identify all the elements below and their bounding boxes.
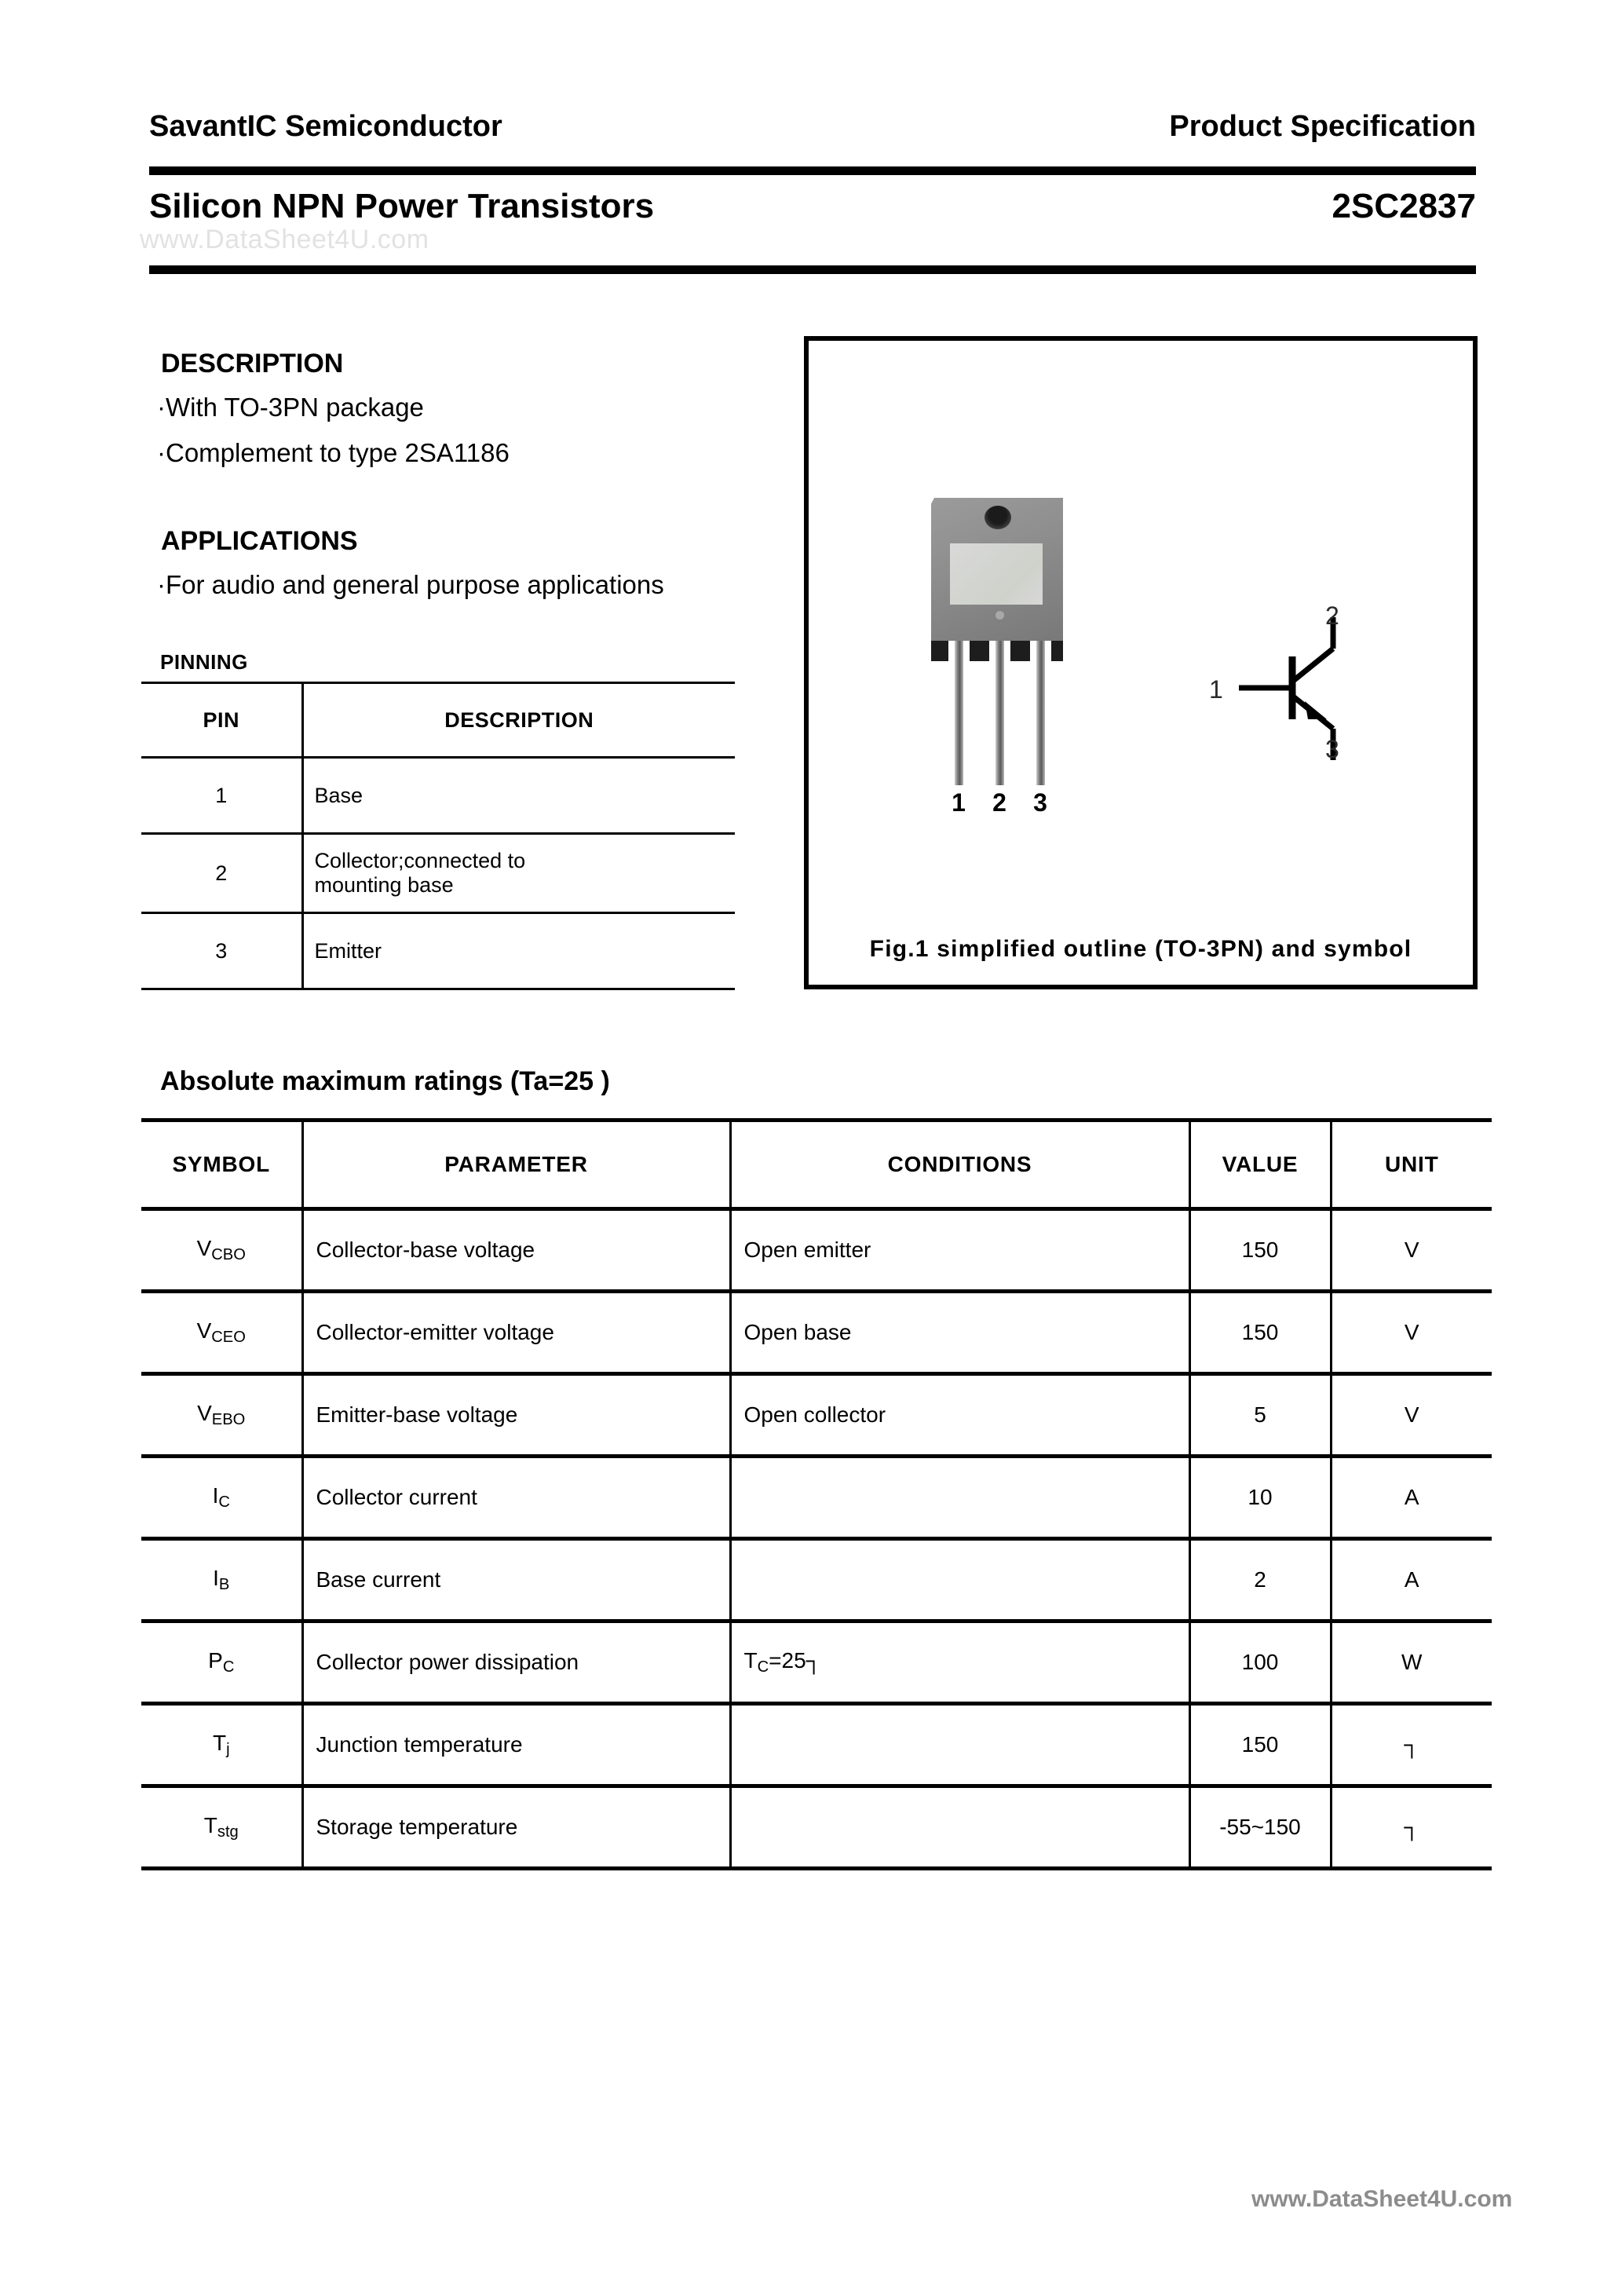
ratings-conditions [730,1786,1189,1869]
ratings-conditions: Open collector [730,1374,1189,1457]
part-number-label: 2SC2837 [1332,187,1476,225]
ratings-symbol-main: I [213,1565,219,1590]
package-mounting-hole [985,506,1011,529]
pinning-pin-2: 2 [141,834,302,913]
ratings-symbol-subscript: EBO [211,1411,246,1429]
ratings-col-unit: UNIT [1331,1121,1492,1209]
ratings-parameter: Collector-emitter voltage [302,1292,730,1374]
ratings-value: 5 [1189,1374,1331,1457]
ratings-symbol [141,1704,302,1786]
ratings-conditions-main: T [743,1647,758,1673]
pinning-label: PINNING [160,650,248,674]
ratings-header-row [141,1121,1492,1209]
ratings-body [141,1209,1492,1869]
ratings-symbol-main: V [197,1400,212,1425]
ratings-value: 2 [1189,1539,1331,1621]
pinning-table [141,682,735,990]
table-row [141,1621,1492,1704]
package-pin-number-3: 3 [1033,788,1047,817]
package-notch-left [920,515,930,526]
ratings-symbol [141,1786,302,1869]
npn-symbol-svg [1207,600,1388,781]
ratings-parameter: Collector power dissipation [302,1621,730,1704]
ratings-value: 10 [1189,1457,1331,1539]
table-row [141,1457,1492,1539]
package-lead-1 [955,641,963,785]
header-rule-top [149,166,1476,175]
ratings-parameter: Junction temperature [302,1704,730,1786]
package-pin-number-1: 1 [952,788,966,817]
table-row [141,1539,1492,1621]
ratings-symbol-main: P [208,1647,223,1673]
ratings-conditions [730,1704,1189,1786]
table-row [141,1374,1492,1457]
npn-transistor-symbol [1207,600,1388,781]
applications-heading: APPLICATIONS [161,526,358,556]
pinning-desc-1-line1: Base [314,783,363,807]
ratings-unit: V [1331,1292,1492,1374]
ratings-col-conditions: CONDITIONS [730,1121,1189,1209]
pinning-desc-3-line1: Emitter [314,938,382,963]
package-label-area [950,543,1043,605]
figure-caption: Fig.1 simplified outline (TO-3PN) and symbol [869,936,1412,962]
package-lead-3 [1036,641,1045,785]
symbol-pin-label-base: 1 [1209,675,1223,704]
table-row [141,1786,1492,1869]
pinning-col-desc: DESCRIPTION [302,683,735,758]
ratings-symbol [141,1209,302,1292]
ratings-symbol-subscript: C [222,1658,235,1676]
ratings-symbol-subscript: B [218,1576,230,1594]
pinning-desc-2 [302,834,735,913]
package-notch-right [1067,515,1077,526]
table-row [141,913,735,989]
ratings-symbol-main: V [196,1318,212,1343]
ratings-unit: W [1331,1621,1492,1704]
header-rule-bottom [149,265,1476,274]
description-line-2: ·Complement to type 2SA1186 [157,438,510,467]
pinning-desc-3 [302,913,735,989]
ratings-conditions [730,1539,1189,1621]
symbol-pin-label-collector: 2 [1325,601,1339,630]
table-row [141,758,735,834]
watermark-footer: www.DataSheet4U.com [1251,2186,1513,2212]
pinning-col-pin: PIN [141,683,302,758]
ratings-symbol-subscript: j [226,1741,230,1759]
ratings-parameter: Storage temperature [302,1786,730,1869]
ratings-symbol-subscript: stg [217,1823,239,1841]
ratings-symbol-subscript: C [218,1493,230,1512]
title-row [149,187,1476,226]
package-center-dot [995,611,1004,620]
ratings-col-parameter: PARAMETER [302,1121,730,1209]
ratings-parameter: Collector current [302,1457,730,1539]
ratings-conditions [730,1621,1189,1704]
pinning-header-row [141,683,735,758]
page-header [149,110,1476,144]
company-name: SavantIC Semiconductor [149,110,502,143]
table-row [141,834,735,913]
ratings-symbol [141,1374,302,1457]
ratings-conditions [730,1457,1189,1539]
ratings-value: 100 [1189,1621,1331,1704]
ratings-value: 150 [1189,1292,1331,1374]
ratings-conditions-subscript: C [757,1658,769,1676]
ratings-symbol-main: T [212,1730,227,1755]
pinning-desc-2-line1: Collector;connected to [314,849,526,872]
symbol-pin-label-emitter: 3 [1325,735,1339,763]
ratings-unit: V [1331,1374,1492,1457]
ratings-conditions: Open emitter [730,1209,1189,1292]
ratings-unit: A [1331,1457,1492,1539]
watermark-title: www.DataSheet4U.com [140,225,429,254]
ratings-symbol [141,1457,302,1539]
ratings-symbol-main: I [212,1483,219,1508]
ratings-value: 150 [1189,1209,1331,1292]
ratings-parameter: Emitter-base voltage [302,1374,730,1457]
ratings-conditions: Open base [730,1292,1189,1374]
pinning-desc-1 [302,758,735,834]
ratings-unit: ┐ [1331,1786,1492,1869]
to3pn-package-image [920,492,1077,821]
page-title: Silicon NPN Power Transistors [149,187,655,225]
ratings-symbol [141,1539,302,1621]
ratings-symbol [141,1292,302,1374]
ratings-value: 150 [1189,1704,1331,1786]
ratings-col-value: VALUE [1189,1121,1331,1209]
ratings-heading: Absolute maximum ratings (Ta=25 ) [160,1066,610,1096]
pinning-pin-3: 3 [141,913,302,989]
ratings-parameter: Collector-base voltage [302,1209,730,1292]
document-type: Product Specification [1169,110,1476,143]
ratings-symbol-subscript: CEO [211,1329,246,1347]
table-row [141,1704,1492,1786]
ratings-symbol-main: T [203,1812,217,1837]
pinning-pin-1: 1 [141,758,302,834]
ratings-unit: A [1331,1539,1492,1621]
ratings-symbol-main: V [196,1235,212,1260]
ratings-unit: V [1331,1209,1492,1292]
ratings-unit: ┐ [1331,1704,1492,1786]
ratings-parameter: Base current [302,1539,730,1621]
absolute-maximum-ratings-table [141,1118,1492,1870]
applications-line-1: ·For audio and general purpose applications [157,570,664,599]
package-lead-2 [995,641,1004,785]
ratings-col-symbol: SYMBOL [141,1121,302,1209]
pinning-desc-2-line2: mounting base [314,873,454,897]
description-heading: DESCRIPTION [161,349,344,378]
ratings-value: -55~150 [1189,1786,1331,1869]
ratings-conditions-tail: =25┐ [769,1647,822,1673]
figure-box [804,336,1478,989]
package-pin-number-2: 2 [992,788,1006,817]
ratings-symbol-subscript: CBO [211,1246,246,1264]
ratings-symbol [141,1621,302,1704]
table-row [141,1292,1492,1374]
table-row [141,1209,1492,1292]
description-line-1: ·With TO-3PN package [157,393,424,422]
